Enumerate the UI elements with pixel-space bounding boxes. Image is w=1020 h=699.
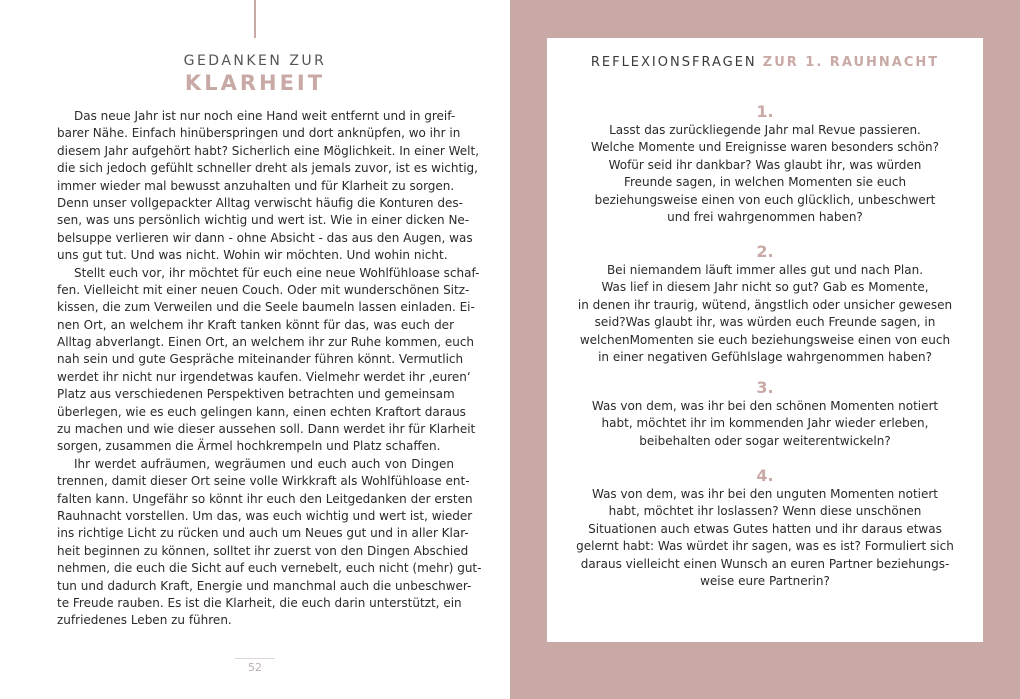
body-line: nehmen, die euch die Sicht auf euch vernebelt, euch nicht (mehr) gut-	[57, 561, 482, 576]
question-line: daraus vielleicht einen Wunsch an euren Partner beziehungs-	[580, 556, 950, 571]
body-line: nah sein und gute Gespräche miteinander führen könnt. Vermutlich	[57, 352, 464, 367]
body-line: immer wieder mal bewusst anzuhalten und für Klarheit zu sorgen.	[57, 178, 455, 193]
body-line: te Freude rauben. Es ist die Klarheit, die euch darin unterstützt, ein	[57, 595, 462, 610]
question-line: Situationen auch etwas Gutes hatten und ihr daraus etwas	[588, 521, 942, 536]
body-line: sorgen, zusammen die Ärmel hochkrempeln und Platz schaffen.	[57, 439, 441, 454]
body-line: Platz aus verschiedenen Perspektiven betrachten und gemeinsam	[57, 387, 455, 402]
page-number: 52	[235, 658, 275, 674]
question-line: habt, möchtet ihr loslassen? Wenn diese unschönen	[608, 504, 922, 519]
body-line: Rauhnacht vorstellen. Um das, was euch wichtig und wert ist, wieder	[57, 508, 473, 523]
body-line: trennen, damit dieser Ort seine volle Wirkkraft als Wohlfühloase ent-	[57, 474, 470, 489]
reflection-card	[547, 38, 983, 642]
body-text	[57, 108, 482, 630]
question-line: Bei niemandem läuft immer alles gut und nach Plan.	[606, 263, 924, 277]
body-line: überlegen, wie es euch gelingen kann, einen echten Kraftort daraus	[57, 404, 466, 419]
question-line: Was lief in diesem Jahr nicht so gut? Gab es Momente,	[601, 280, 929, 295]
reflection-title-accent: ZUR 1. RAUHNACHT	[762, 55, 940, 70]
reflection-title	[547, 55, 983, 70]
body-line: fen. Vielleicht mit einer neuen Couch. Oder mit wunderschönen Sitz-	[57, 282, 470, 297]
question-line: welchenMomenten sie euch beziehungsweise einen von euch	[579, 332, 951, 347]
question-number: 4.	[756, 466, 774, 485]
body-line: falten kann. Ungefähr so könnt ihr euch den Leitgedanken der ersten	[57, 491, 473, 506]
body-line: Denn unser vollgepackter Alltag verwischt häufig die Konturen des-	[57, 195, 463, 210]
question-line: beibehalten oder sogar weiterentwickeln?	[639, 433, 891, 448]
question-line: Welche Momente und Ereignisse waren besonders schön?	[590, 140, 940, 155]
question-block	[547, 378, 983, 450]
question-number: 1.	[756, 102, 774, 121]
question-block	[547, 466, 983, 590]
body-line: Das neue Jahr ist nur noch eine Hand weit entfernt und in greif-	[74, 109, 456, 123]
question-line: weise eure Partnerin?	[700, 574, 830, 589]
question-line: Was von dem, was ihr bei den unguten Momenten notiert	[591, 487, 939, 501]
body-line: ins richtige Licht zu rücken und auch um Neues gut und in aller Klar-	[57, 526, 469, 541]
reflection-title-prefix: REFLEXIONSFRAGEN	[590, 55, 757, 70]
question-line: und frei wahrgenommen haben?	[667, 210, 863, 225]
body-line: diesem Jahr aufgehört habt? Sicherlich eine Möglichkeit. In einer Welt,	[57, 143, 480, 158]
body-line: tun und dadurch Kraft, Energie und manchmal auch die unbeschwer-	[57, 578, 472, 593]
question-line: habt, möchtet ihr im kommenden Jahr wieder erleben,	[601, 416, 929, 431]
section-kicker: GEDANKEN ZUR	[183, 53, 327, 69]
body-line: Ihr werdet aufräumen, wegräumen und euch auch von Dingen	[74, 456, 454, 471]
body-line: nen Ort, an welchem ihr Kraft tanken könnt für das, was euch der	[57, 317, 454, 332]
question-number: 2.	[756, 242, 774, 261]
body-line: werdet ihr nicht nur irgendetwas kaufen. Vielmehr werdet ihr ‚euren‘	[57, 369, 471, 384]
body-line: barer Nähe. Einfach hinüberspringen und dort anknüpfen, wo ihr in	[57, 126, 461, 141]
question-number: 3.	[756, 378, 774, 397]
question-line: Wofür seid ihr dankbar? Was glaubt ihr, was würden	[608, 157, 922, 172]
body-line: uns gut tut. Und was nicht. Wohin wir möchten. Und wohin nicht.	[57, 248, 448, 263]
question-line: beziehungsweise einen von euch glücklich, unbeschwert	[594, 192, 936, 207]
body-line: zufriedenes Leben zu führen.	[57, 613, 232, 628]
body-line: kissen, die zum Verweilen und die Seele baumeln lassen einladen. Ei-	[57, 300, 475, 315]
body-line: zu machen und wie dieser aussehen soll. Dann werdet ihr für Klarheit	[57, 422, 476, 437]
section-heading: KLARHEIT	[184, 71, 326, 95]
right-page	[510, 0, 1020, 699]
question-line: Lasst das zurückliegende Jahr mal Revue passieren.	[609, 123, 921, 137]
question-line: Freunde sagen, in welchen Momenten sie euch	[623, 175, 907, 190]
question-line: in einer negativen Gefühlslage wahrgenommen haben?	[598, 350, 932, 365]
body-line: Stellt euch vor, ihr möchtet für euch eine neue Wohlfühloase schaf-	[74, 265, 480, 280]
question-block	[547, 102, 983, 226]
question-line: gelernt habt: Was würdet ihr sagen, was es ist? Formuliert sich	[576, 539, 954, 554]
body-line: sen, was uns persönlich wichtig und wert ist. Wie in einer dicken Ne-	[57, 213, 470, 228]
question-block	[547, 242, 983, 366]
body-line: heit beginnen zu können, solltet ihr zuerst von den Dingen Abschied	[57, 543, 469, 558]
question-line: in denen ihr traurig, wütend, ängstlich oder unsicher gewesen	[577, 297, 953, 312]
body-line: belsuppe verlieren wir dann - ohne Absicht - das aus den Augen, was	[57, 230, 473, 245]
top-decorative-rule	[254, 0, 256, 38]
body-line: Alltag abverlangt. Einen Ort, an welchem ihr zur Ruhe kommen, euch	[57, 335, 475, 350]
question-line: Was von dem, was ihr bei den schönen Momenten notiert	[591, 399, 939, 413]
body-line: die sich jedoch gefühlt schneller dreht als jemals zuvor, ist es wichtig,	[57, 161, 478, 176]
question-line: seid?Was glaubt ihr, was würden euch Freunde sagen, in	[594, 315, 936, 330]
